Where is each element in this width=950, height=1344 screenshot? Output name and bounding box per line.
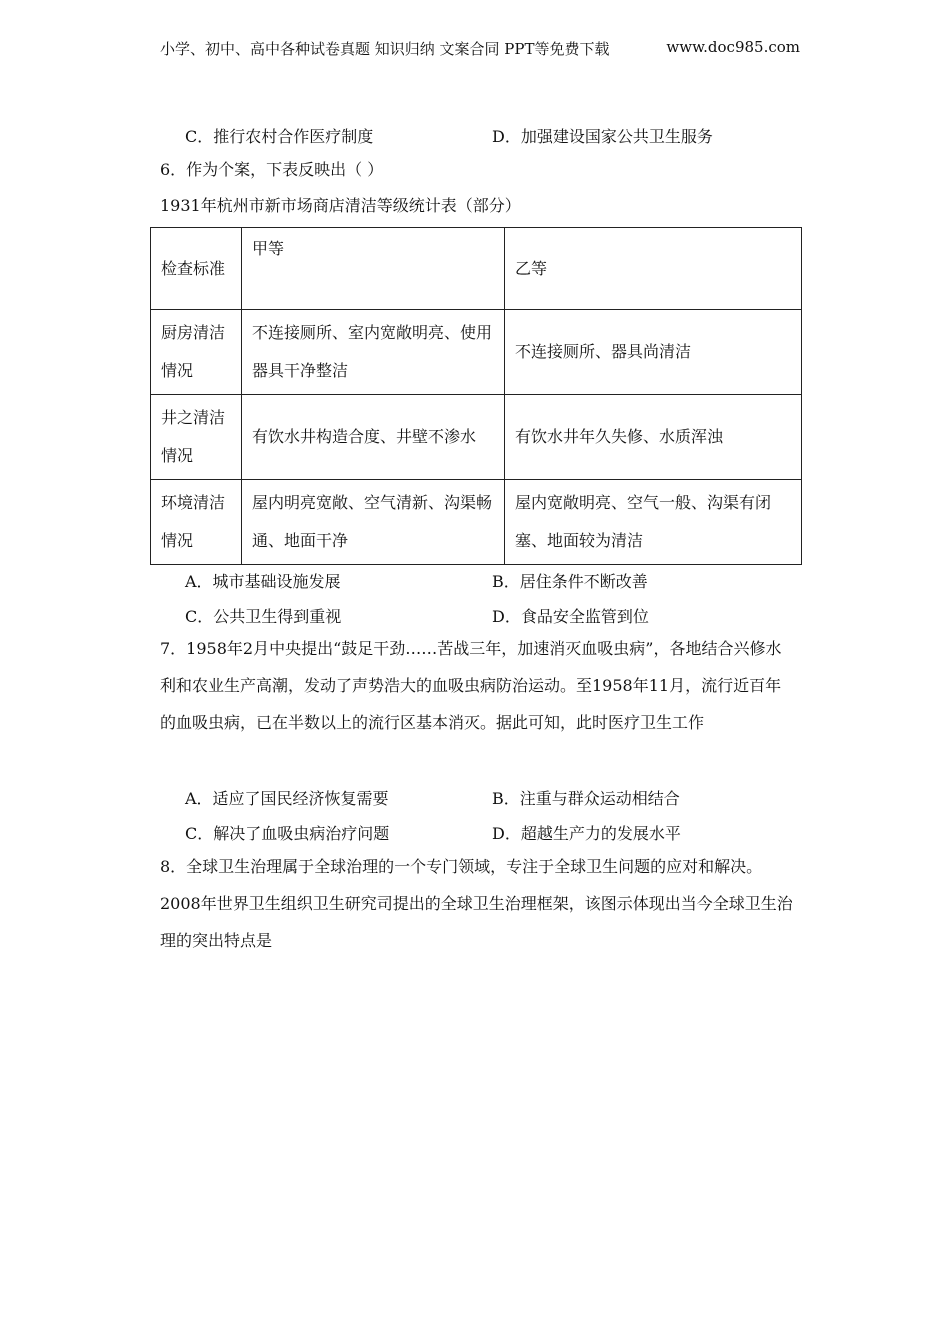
header-grade-a: 甲等 — [242, 228, 505, 310]
page-header — [160, 38, 800, 59]
q6-option-b[interactable]: B．居住条件不断改善 — [492, 572, 648, 591]
q6-option-a[interactable]: A．城市基础设施发展 — [185, 572, 341, 591]
q6-option-d[interactable]: D．食品安全监管到位 — [492, 607, 649, 626]
table-row — [151, 395, 802, 480]
header-criteria: 检查标准 — [151, 228, 242, 310]
table-row — [151, 480, 802, 565]
q6-option-c[interactable]: C．公共卫生得到重视 — [185, 607, 342, 626]
cleanliness-table — [150, 227, 802, 565]
grade-a-cell: 有饮水井构造合度、井壁不渗水 — [242, 395, 505, 480]
grade-a-cell: 屋内明亮宽敞、空气清新、沟渠畅通、地面干净 — [242, 480, 505, 565]
q6-stem: 6．作为个案，下表反映出（ ） — [160, 160, 384, 179]
header-url: www.doc985.com — [666, 38, 800, 56]
q7-option-a[interactable]: A．适应了国民经济恢复需要 — [185, 789, 389, 808]
grade-b-cell: 有饮水井年久失修、水质浑浊 — [505, 395, 802, 480]
q7-option-b[interactable]: B．注重与群众运动相结合 — [492, 789, 680, 808]
header-grade-b: 乙等 — [505, 228, 802, 310]
q5-option-d[interactable]: D．加强建设国家公共卫生服务 — [492, 127, 713, 146]
row-label: 井之清洁情况 — [151, 395, 242, 480]
q8-stem: 8．全球卫生治理属于全球治理的一个专门领域，专注于全球卫生问题的应对和解决。2008年世界卫生组织卫生研究司提出的全球卫生治理框架，该图示体现出当今全球卫生治理的突出特点是 — [160, 857, 793, 950]
grade-b-cell: 不连接厕所、器具尚清洁 — [505, 310, 802, 395]
q7-option-c[interactable]: C．解决了血吸虫病治疗问题 — [185, 824, 390, 843]
row-label: 厨房清洁情况 — [151, 310, 242, 395]
table-row — [151, 310, 802, 395]
grade-a-cell: 不连接厕所、室内宽敞明亮、使用器具干净整洁 — [242, 310, 505, 395]
header-text: 小学、初中、高中各种试卷真题 知识归纳 文案合同 PPT等免费下载 — [160, 40, 610, 58]
grade-b-cell: 屋内宽敞明亮、空气一般、沟渠有闭塞、地面较为清洁 — [505, 480, 802, 565]
table-header-row — [151, 228, 802, 310]
q5-option-c[interactable]: C．推行农村合作医疗制度 — [185, 127, 374, 146]
q7-option-d[interactable]: D．超越生产力的发展水平 — [492, 824, 681, 843]
q6-table-title: 1931年杭州市新市场商店清洁等级统计表（部分） — [160, 196, 521, 215]
row-label: 环境清洁情况 — [151, 480, 242, 565]
q7-stem: 7．1958年2月中央提出“鼓足干劲……苦战三年，加速消灭血吸虫病”，各地结合兴修水利和农业生产高潮，发动了声势浩大的血吸虫病防治运动。至1958年11月，流行近百年的血吸虫病，已在半数以上的流行区基本消灭。据此可知，此时医疗卫生工作 — [160, 639, 782, 732]
